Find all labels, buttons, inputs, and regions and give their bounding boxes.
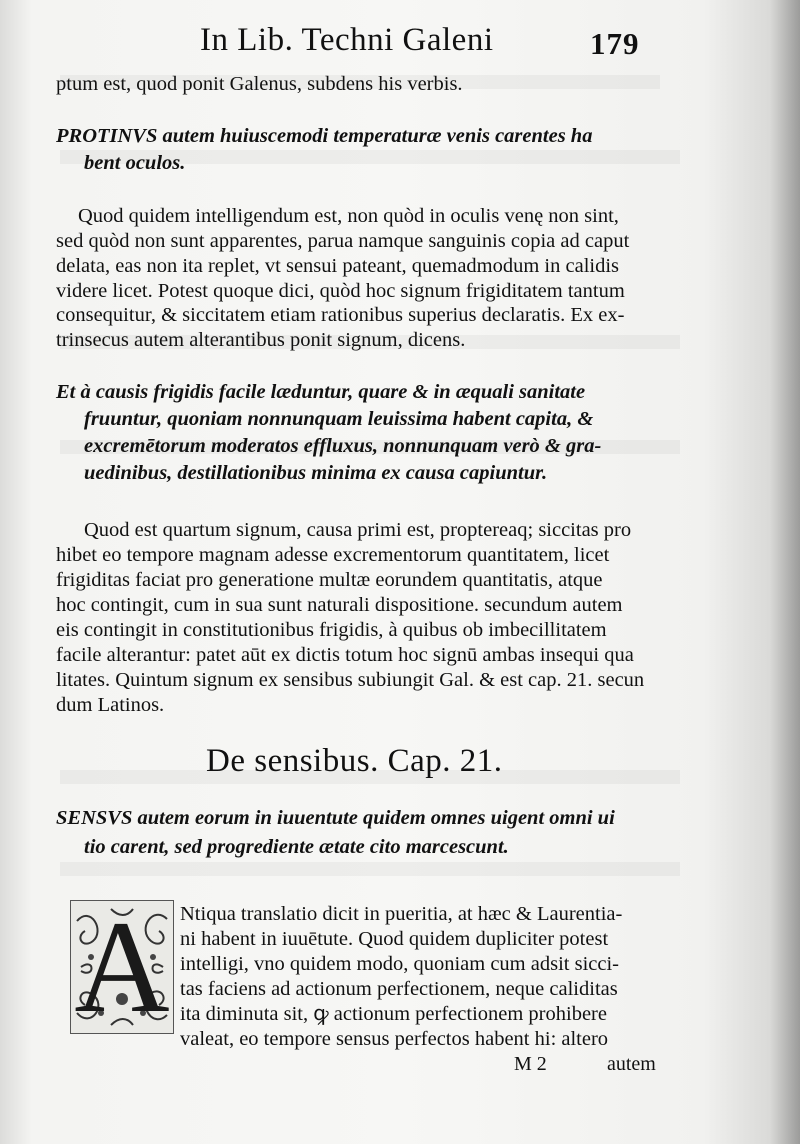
text-line: hibet eo tempore magnam adesse excrementorum quantitatem, licet (56, 544, 610, 566)
lemma-line: tio carent, sed progrediente ætate cito marcescunt. (84, 836, 509, 858)
text-line: ita diminuta sit, ꝙ actionum perfectionem prohibere (180, 1003, 607, 1025)
text-line: Quod est quartum signum, causa primi est, proptereaq; siccitas pro (84, 519, 632, 541)
text-line: delata, eas non ita replet, vt sensui pateant, quemadmodum in calidis (56, 255, 620, 277)
text-line: intelligi, vno quidem modo, quoniam cum adsit sicci- (180, 953, 619, 975)
lemma-line: excremētorum moderatos effluxus, nonnunquam verò & gra- (84, 435, 602, 457)
lemma-line: Et à causis frigidis facile læduntur, quare & in æquali sanitate (56, 381, 586, 403)
text-line: tas faciens ad actionum perfectionem, neque caliditas (180, 978, 618, 1000)
text-line: ni habent in iuuētute. Quod quidem dupliciter potest (180, 928, 609, 950)
lemma-line: PROTINVS autem huiuscemodi temperaturæ venis carentes ha (56, 125, 593, 147)
text-line: Ntiqua translatio dicit in pueritia, at hæc & Laurentia- (180, 903, 623, 925)
lemma-line: fruuntur, quoniam nonnunquam leuissima habent capita, & (84, 408, 594, 430)
lemma-line: SENSVS autem eorum in iuuentute quidem omnes uigent omni ui (56, 807, 615, 829)
show-through (60, 862, 680, 876)
text-line: frigiditas faciat pro generatione multæ eorundem quantitatis, atque (56, 569, 603, 591)
text-line: trinsecus autem alterantibus ponit signum, dicens. (56, 329, 466, 351)
folio: 179 (590, 26, 640, 61)
text-line: videre licet. Potest quoque dici, quòd hoc signum frigiditatem tantum (56, 280, 625, 302)
signature-mark: M 2 (514, 1053, 547, 1075)
text-line: hoc contingit, cum in sua sunt naturali dispositione. secundum autem (56, 594, 623, 616)
lemma-line: bent oculos. (84, 152, 186, 174)
text-line: litates. Quintum signum ex sensibus subiungit Gal. & est cap. 21. secun (56, 669, 645, 691)
text-line: Quod quidem intelligendum est, non quòd in oculis venę non sint, (78, 205, 619, 227)
running-head: In Lib. Techni Galeni (200, 22, 494, 58)
text-line: ptum est, quod ponit Galenus, subdens his verbis. (56, 73, 463, 95)
text-line: eis contingit in constitutionibus frigidis, à quibus ob imbecillitatem (56, 619, 607, 641)
catchword: autem (607, 1053, 656, 1075)
text-line: facile alterantur: patet aūt ex dictis totum hoc signū ambas insequi qua (56, 644, 634, 666)
lemma-line: uedinibus, destillationibus minima ex causa capiuntur. (84, 462, 548, 484)
initial-letter: A (74, 893, 170, 1040)
text-line: dum Latinos. (56, 694, 165, 716)
text-line: sed quòd non sunt apparentes, parua namque sanguinis copia ad caput (56, 230, 630, 252)
chapter-heading: De sensibus. Cap. 21. (206, 743, 503, 779)
decorated-initial (70, 893, 174, 1040)
text-line: consequitur, & siccitatem etiam rationibus superius declaratis. Ex ex- (56, 304, 625, 326)
text-line: valeat, eo tempore sensus perfectos habent hi: altero (180, 1028, 609, 1050)
page-edge-shadow (770, 0, 800, 1144)
